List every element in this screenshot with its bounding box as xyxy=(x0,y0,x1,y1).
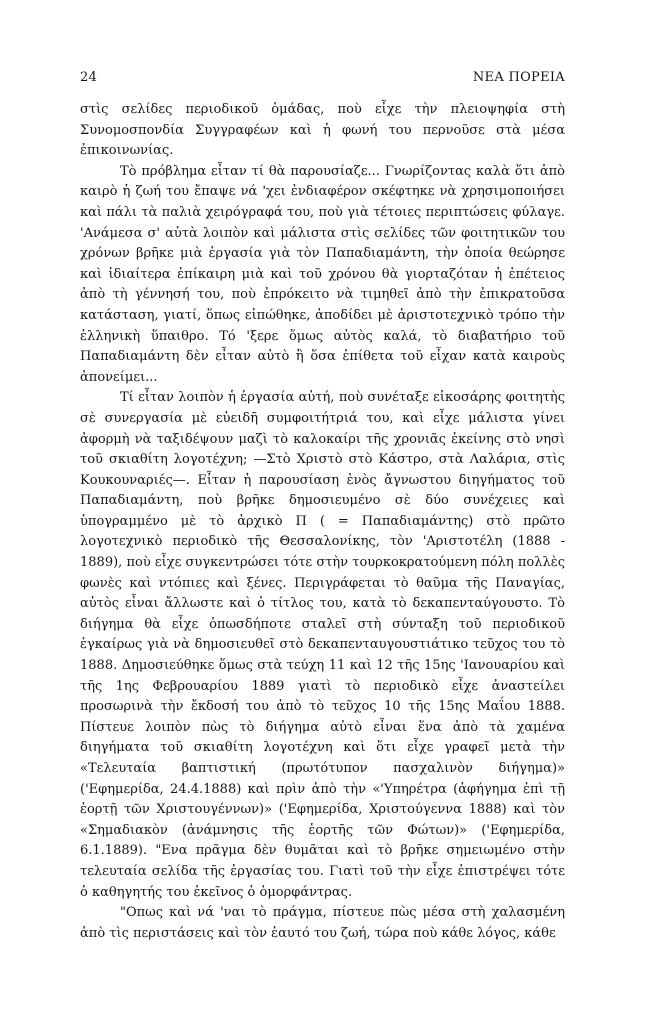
paragraph: Τί εἶταν λοιπὸν ἡ ἐργασία αὐτή, ποὺ συνέταξε εἰκοσάρης φοιτητὴς σὲ συνεργασία μὲ εὐειδῆ συμφοιτήτριά του, καὶ εἶχε μάλιστα γίνει ἀφορμὴ νὰ ταξιδέψουν μαζὶ τὸ καλοκαίρι τῆς χρονιᾶς ἐκείνης στὸ νησὶ τοῦ σκιαθίτη λογοτέχνη; —Στὸ Χριστὸ στὸ Κάστρο, στὰ Λαλάρια, στὶς Κουκουναριές—. Εἶταν ἡ παρουσίαση ἑνὸς ἄγνωστου διηγήματος τοῦ Παπαδιαμάντη, ποὺ βρῆκε δημοσιευμένο σὲ δύο συνέχειες καὶ ὑπογραμμένο μὲ τὸ ἀρχικὸ Π ( = Παπαδιαμάντης) στὸ πρῶτο λογοτεχνικὸ περιοδικὸ τῆς Θεσσαλονίκης, τὸν 'Αριστοτέλη (1888 - 1889), ποὺ εἶχε συγκεντρώσει τότε στὴν τουρκοκρατούμενη πόλη πολλὲς φωνὲς καὶ ντόπιες καὶ ξένες. Περιγράφεται τὸ θαῦμα τῆς Παναγίας, αὐτὸς εἶναι ἄλλωστε καὶ ὁ τίτλος του, κατὰ τὸ δεκαπενταύγουστο. Τὸ διήγημα θὰ εἶχε ὁπωσδήποτε σταλεῖ στὴ σύνταξη τοῦ περιοδικοῦ ἐγκαίρως γιὰ νὰ δημοσιευθεῖ στὸ δεκαπενταυγουστιάτικο τεῦχος του τὸ 1888. Δημοσιεύθηκε ὅμως στὰ τεύχη 11 καὶ 12 τῆς 15ης 'Ιανουαρίου καὶ τῆς 1ης Φεβρουαρίου 1889 γιατὶ τὸ περιοδικὸ εἶχε ἀναστείλει προσωρινὰ τὴν ἔκδοσή του ἀπὸ τὸ τεῦχος 10 τῆς 15ης Μαΐου 1888. Πίστευε λοιπὸν πὼς τὸ διήγημα αὐτὸ εἶναι ἕνα ἀπὸ τὰ χαμένα διηγήματα τοῦ σκιαθίτη λογοτέχνη καὶ ὅτι εἶχε γραφεῖ μετὰ τὴν «Τελευταία βαπτιστική (πρωτότυπον πασχαλινὸν διήγημα)» ('Εφημερίδα, 24.4.1888) καὶ πρὶν ἀπὸ τὴν «'Υπηρέτρα (ἀφήγημα ἐπὶ τῇ ἑορτῇ τῶν Χριστουγέννων)» ('Εφημερίδα, Χριστούγεννα 1888) καὶ τὸν «Σημαδιακὸν (ἀνάμνησις τῆς ἑορτῆς τῶν Φώτων)» ('Εφημερίδα, 6.1.1889). "Ενα πρᾶγμα δὲν θυμᾶται καὶ τὸ βρῆκε σημειωμένο στὴν τελευταία σελίδα τῆς ἐργασίας του. Γιατὶ τοῦ τὴν εἶχε ἐπιστρέψει τότε ὁ καθηγητής του ἐκεῖνος ὁ ὁμορφάντρας. xyxy=(80,390,565,900)
page-number: 24 xyxy=(80,70,98,85)
journal-title: ΝΕΑ ΠΟΡΕΙΑ xyxy=(472,70,565,85)
running-head xyxy=(80,70,565,90)
paragraph: Τὸ πρόβλημα εἶταν τί θὰ παρουσίαζε... Γνωρίζοντας καλὰ ὅτι ἀπὸ καιρὸ ἡ ζωή του ἔπαψε νά 'χει ἐνδιαφέρον σκέφτηκε νὰ χρησιμοποιήσει καὶ πάλι τὰ παλιὰ χειρόγραφά του, ποὺ γιὰ τέτοιες περιπτώσεις φύλαγε. 'Ανάμεσα σ' αὐτὰ λοιπὸν καὶ μάλιστα στὶς σελίδες τῶν φοιτητικῶν του χρόνων βρῆκε μιὰ ἐργασία γιὰ τὸν Παπαδιαμάντη, τὴν ὁποία θεώρησε καὶ ἰδιαίτερα ἐπίκαιρη μιὰ καὶ τοῦ χρόνου θὰ γιορταζόταν ἡ ἐπέτειος ἀπὸ τὴ γέννησή του, ποὺ ἐπρόκειτο νὰ τιμηθεῖ ἀπὸ τὴν ἐπικρατοῦσα κατάσταση, γιατί, ὅπως εἰπώθηκε, ἀποδίδει μὲ ἀριστοτεχνικὸ τρόπο τὴν ἑλληνικὴ ὕπαιθρο. Τό 'ξερε ὅμως αὐτὸς καλά, τὸ διαβατήριο τοῦ Παπαδιαμάντη δὲν εἶταν αὐτὸ ἢ ὅσα ἐπίθετα τοῦ εἶχαν κατὰ καιροὺς ἀπονείμει... xyxy=(80,163,565,385)
paragraph: "Οπως καὶ νά 'ναι τὸ πράγμα, πίστευε πὼς μέσα στὴ χαλασμένη ἀπὸ τὶς περιστάσεις καὶ τὸν ἑαυτό του ζωή, τώρα ποὺ κάθε λόγος, κάθε xyxy=(80,905,565,941)
paragraph-continuation: στὶς σελίδες περιοδικοῦ ὁμάδας, ποὺ εἶχε τὴν πλειοψηφία στὴ Συνομοσπονδία Συγγραφέων καὶ ἡ φωνή του περνοῦσε στὰ μέσα ἐπικοινωνίας. xyxy=(80,102,565,159)
text-body xyxy=(80,100,565,944)
